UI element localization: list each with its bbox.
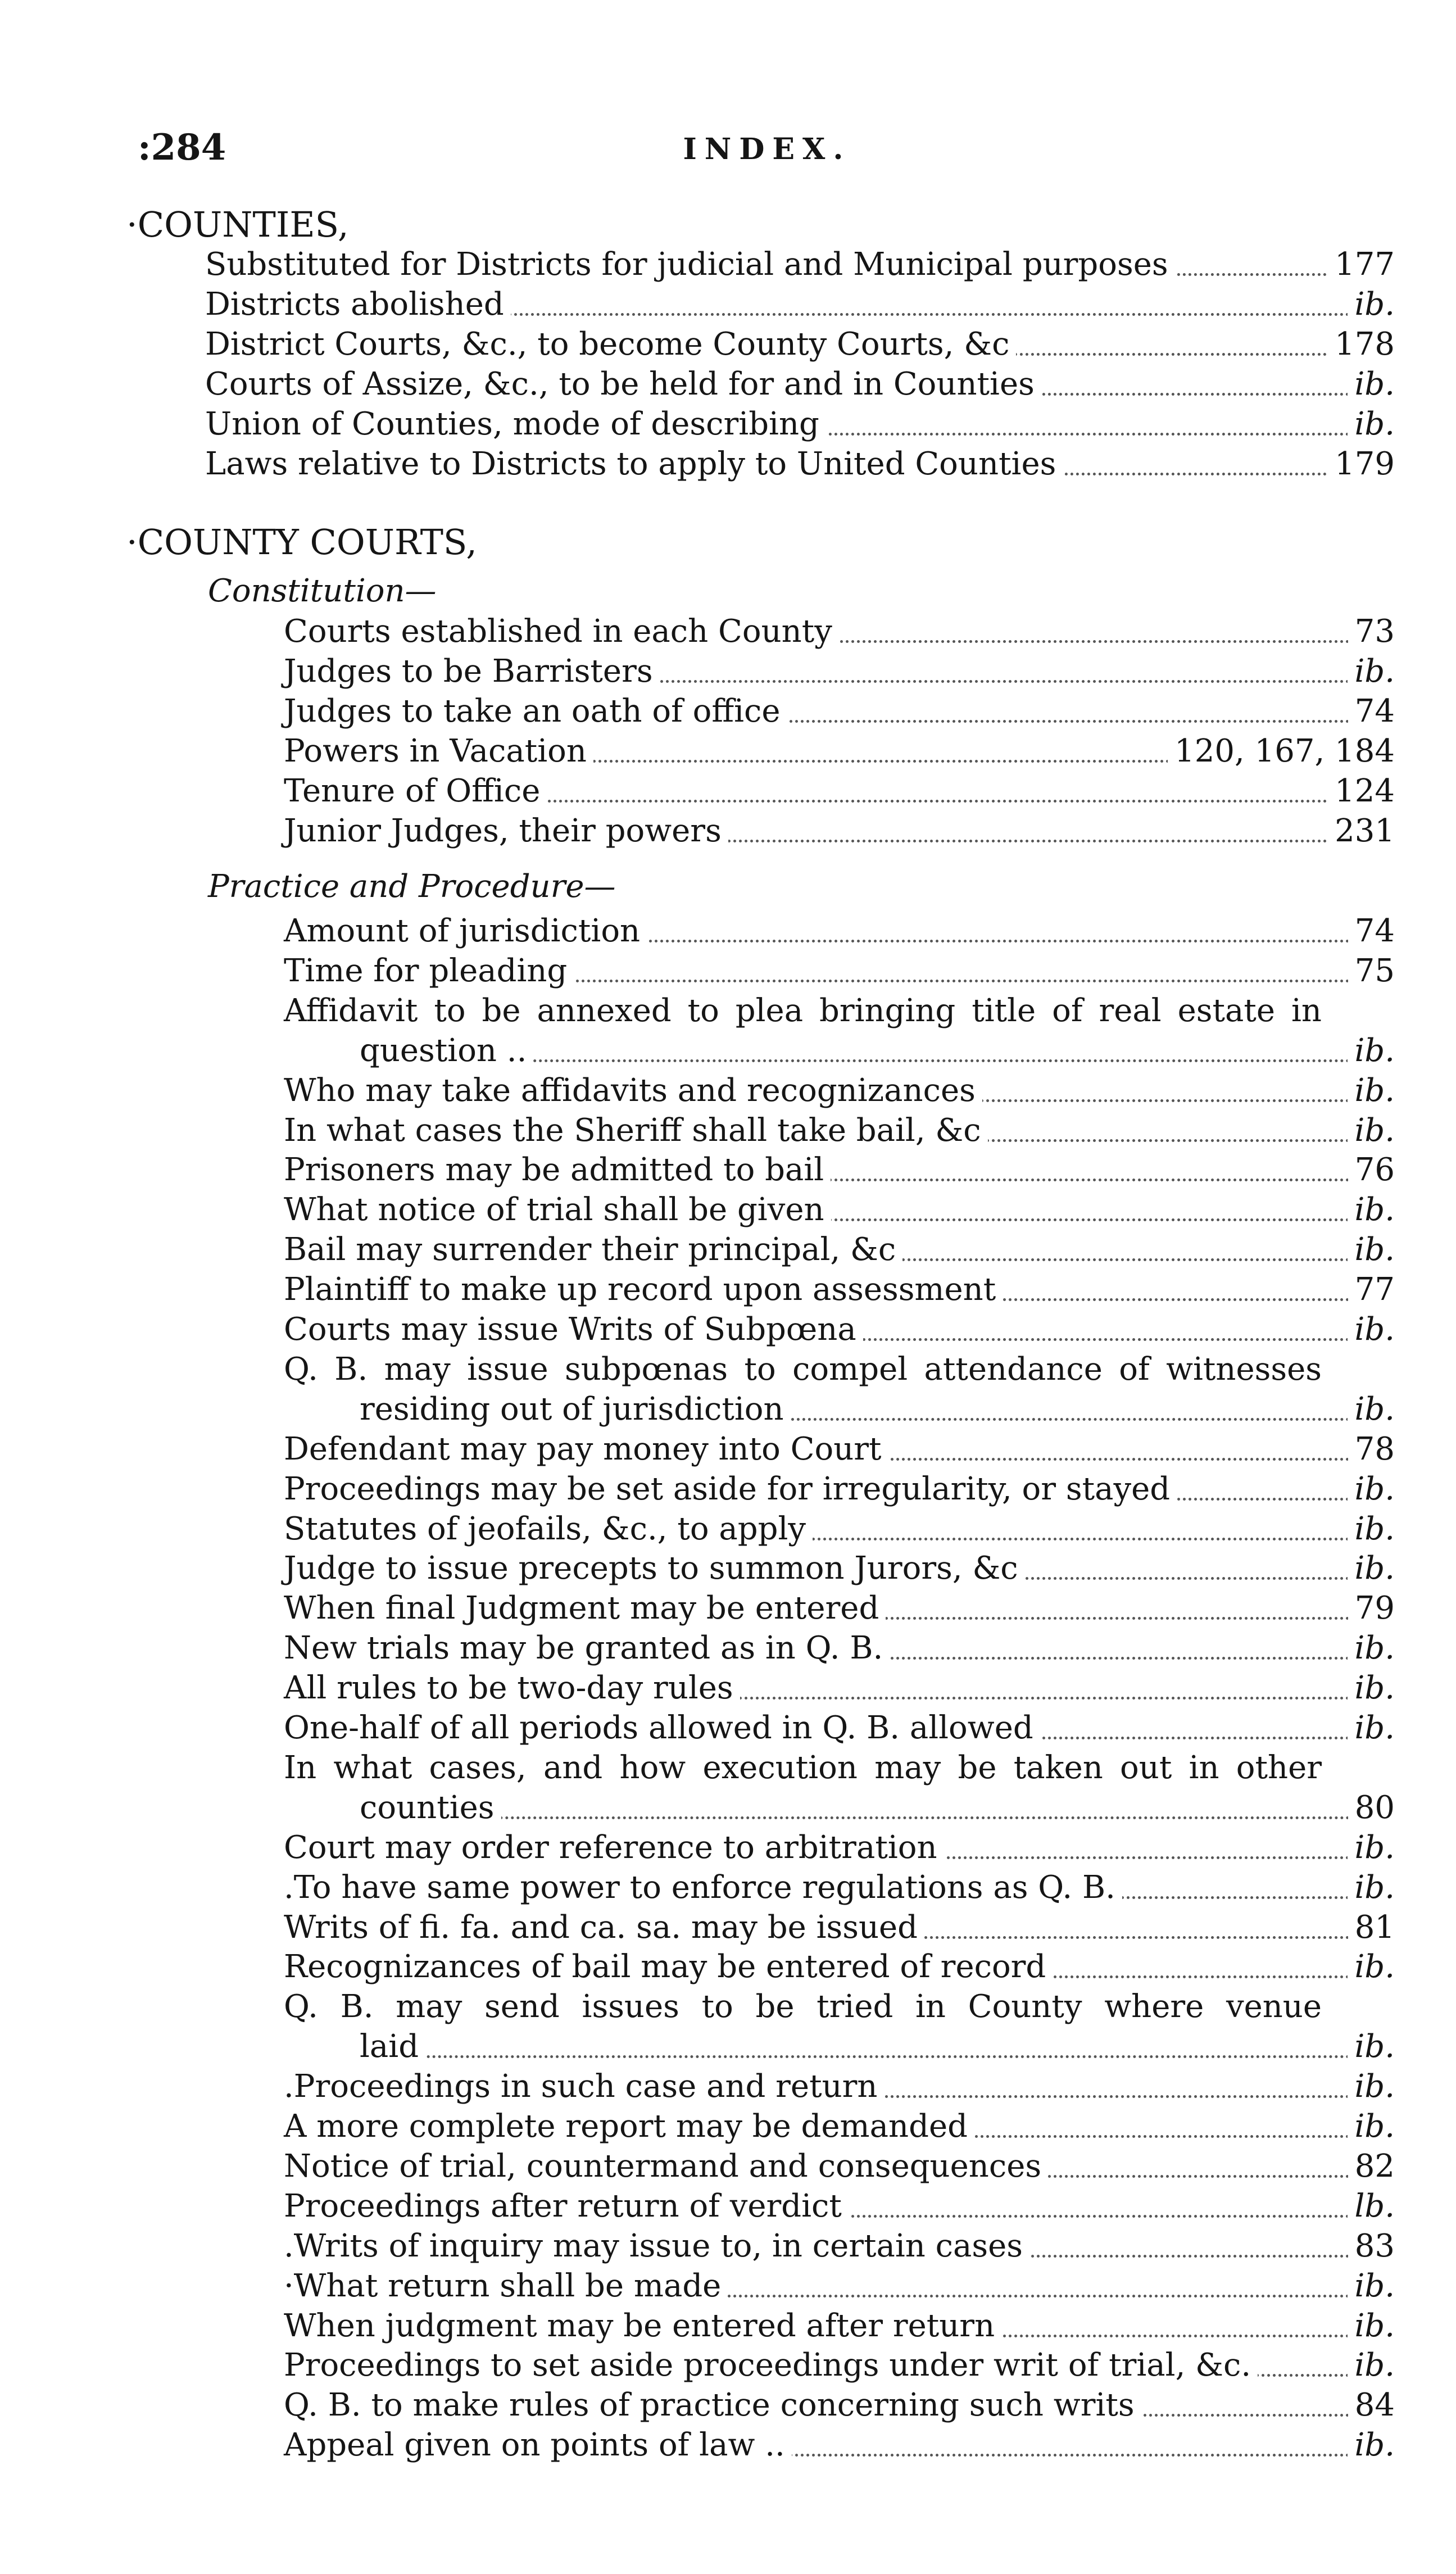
index-entry — [284, 732, 1395, 771]
index-entry — [360, 1788, 1395, 1828]
index-entry — [205, 405, 1395, 444]
index-entry — [284, 1947, 1395, 1987]
entry-page-ref: ib. — [1348, 1190, 1395, 1230]
index-entry — [284, 2306, 1395, 2346]
entry-page-ref: 84 — [1348, 2386, 1395, 2425]
entry-label: Districts abolished — [205, 285, 511, 324]
entry-page-ref: ib. — [1348, 1549, 1395, 1588]
entry-page-ref: ib. — [1348, 1510, 1395, 1549]
index-entry — [284, 692, 1395, 731]
index-entry — [360, 2027, 1395, 2067]
entry-page-ref: 231 — [1328, 812, 1395, 851]
index-entry — [284, 1828, 1395, 1868]
index-entry — [205, 285, 1395, 324]
entry-label: Notice of trial, countermand and consequences — [284, 2147, 1048, 2186]
entry-label: Court may order reference to arbitration — [284, 1828, 944, 1868]
entry-lead-line: In what cases, and how execution may be taken out in other — [284, 1749, 1322, 1786]
entry-label: Junior Judges, their powers — [284, 812, 728, 851]
index-entry — [284, 1510, 1395, 1549]
entry-label: Powers in Vacation — [284, 732, 593, 771]
index-entry — [284, 1230, 1395, 1270]
entry-page-ref: ib. — [1348, 1111, 1395, 1150]
entry-label: Prisoners may be admitted to bail — [284, 1150, 831, 1190]
entry-page-ref: ib. — [1348, 2027, 1395, 2067]
subheading-constitution: Constitution— — [208, 573, 437, 609]
entry-page-ref: 177 — [1328, 245, 1395, 284]
page-header — [138, 126, 1396, 177]
entry-page-ref: 82 — [1348, 2147, 1395, 2186]
entry-page-ref: ib. — [1348, 1868, 1395, 1907]
index-entry — [205, 445, 1395, 484]
index-entry — [284, 812, 1395, 851]
entry-label: When final Judgment may be entered — [284, 1589, 886, 1628]
entry-lead-line: Affidavit to be annexed to plea bringing title of real estate in — [284, 992, 1322, 1029]
entry-page-ref: 120, 167, 184 — [1168, 732, 1395, 771]
entry-page-ref: 74 — [1348, 912, 1395, 951]
index-entry — [284, 2147, 1395, 2186]
entry-label: Proceedings to set aside proceedings under writ of trial, &c. — [284, 2346, 1258, 2385]
index-entry — [284, 772, 1395, 811]
index-entry — [284, 2267, 1395, 2306]
index-entry — [284, 652, 1395, 691]
entry-label: What notice of trial shall be given — [284, 1190, 831, 1230]
entry-page-ref: 81 — [1348, 1908, 1395, 1947]
entry-page-ref: ib. — [1348, 2346, 1395, 2385]
entry-label: Proceedings after return of verdict — [284, 2187, 849, 2226]
entry-label: .To have same power to enforce regulations as Q. B. — [284, 1868, 1122, 1907]
entry-label: Courts may issue Writs of Subpœna — [284, 1310, 863, 1349]
entry-label: ·What return shall be made — [284, 2267, 728, 2306]
entry-label: Courts of Assize, &c., to be held for and in Counties — [205, 365, 1041, 404]
index-entry — [284, 1270, 1395, 1309]
index-entry — [284, 1589, 1395, 1628]
entry-label: When judgment may be entered after return — [284, 2306, 1001, 2346]
entry-page-ref: ib. — [1348, 1071, 1395, 1111]
section-heading: ·COUNTY COURTS, — [126, 522, 477, 563]
index-entry — [284, 612, 1395, 651]
entry-label: Courts established in each County — [284, 612, 839, 651]
entry-page-ref: ib. — [1348, 1629, 1395, 1668]
entry-page-ref: 76 — [1348, 1150, 1395, 1190]
index-entry — [284, 1071, 1395, 1111]
index-entry — [284, 1310, 1395, 1349]
index-entry — [360, 1031, 1395, 1071]
entry-page-ref: ib. — [1348, 2306, 1395, 2346]
entry-page-ref: ib. — [1348, 405, 1395, 444]
index-entry — [284, 1669, 1395, 1708]
entry-label: Proceedings may be set aside for irregularity, or stayed — [284, 1470, 1177, 1509]
entry-page-ref: 79 — [1348, 1589, 1395, 1628]
entry-label: District Courts, &c., to become County Courts, &c — [205, 325, 1016, 364]
entry-page-ref: 80 — [1348, 1788, 1395, 1828]
entry-page-ref: ib. — [1348, 1390, 1395, 1429]
entry-label: Bail may surrender their principal, &c — [284, 1230, 902, 1270]
entry-lead-line: Q. B. may issue subpœnas to compel attendance of witnesses — [284, 1351, 1322, 1388]
index-entry — [284, 2346, 1395, 2385]
entry-label: .Writs of inquiry may issue to, in certain cases — [284, 2227, 1029, 2266]
entry-label: Judges to be Barristers — [284, 652, 660, 691]
entry-label: .Proceedings in such case and return — [284, 2067, 884, 2106]
entry-page-ref: ib. — [1348, 1470, 1395, 1509]
entry-page-ref: ib. — [1348, 285, 1395, 324]
index-entry — [284, 1549, 1395, 1588]
index-entry — [284, 1150, 1395, 1190]
entry-label: A more complete report may be demanded — [284, 2107, 974, 2146]
entry-page-ref: 73 — [1348, 612, 1395, 651]
entry-page-ref: ib. — [1348, 365, 1395, 404]
entry-page-ref: ib. — [1348, 1031, 1395, 1071]
entry-page-ref: 77 — [1348, 1270, 1395, 1309]
entry-page-ref: ib. — [1348, 1310, 1395, 1349]
entry-page-ref: ib. — [1348, 1947, 1395, 1987]
entry-page-ref: ib. — [1348, 1230, 1395, 1270]
running-head: INDEX. — [683, 132, 851, 166]
index-entry — [205, 365, 1395, 404]
index-entry — [284, 2426, 1395, 2465]
entry-label: Q. B. to make rules of practice concerning such writs — [284, 2386, 1141, 2425]
dot-leader — [360, 2055, 1395, 2058]
entry-label: Statutes of jeofails, &c., to apply — [284, 1510, 813, 1549]
index-entry — [284, 2107, 1395, 2146]
entry-page-ref: ib. — [1348, 2267, 1395, 2306]
entry-label: Judges to take an oath of office — [284, 692, 787, 731]
index-entry — [205, 245, 1395, 284]
entry-label: Appeal given on points of law .. — [284, 2426, 792, 2465]
dot-leader — [360, 1816, 1395, 1819]
entry-page-ref: ib. — [1348, 2107, 1395, 2146]
entry-label: Recognizances of bail may be entered of record — [284, 1947, 1053, 1987]
entry-page-ref: ib. — [1348, 652, 1395, 691]
entry-label: Substituted for Districts for judicial and Municipal purposes — [205, 245, 1175, 284]
entry-page-ref: lb. — [1348, 2187, 1395, 2226]
entry-label: One-half of all periods allowed in Q. B. allowed — [284, 1709, 1040, 1748]
index-entry — [284, 2227, 1395, 2266]
entry-label: question .. — [360, 1031, 533, 1071]
entry-page-ref: 179 — [1328, 445, 1395, 484]
entry-label: Union of Counties, mode of describing — [205, 405, 826, 444]
entry-page-ref: 78 — [1348, 1430, 1395, 1469]
entry-label: laid — [360, 2027, 425, 2067]
entry-label: New trials may be granted as in Q. B. — [284, 1629, 890, 1668]
index-entry — [284, 1430, 1395, 1469]
entry-page-ref: 124 — [1328, 772, 1395, 811]
entry-label: In what cases the Sheriff shall take bail, &c — [284, 1111, 988, 1150]
entry-label: All rules to be two-day rules — [284, 1669, 740, 1708]
index-entry — [284, 2386, 1395, 2425]
index-entry — [284, 1111, 1395, 1150]
entry-page-ref: 74 — [1348, 692, 1395, 731]
index-entry — [284, 1709, 1395, 1748]
entry-label: counties — [360, 1788, 501, 1828]
entry-label: Laws relative to Districts to apply to United Counties — [205, 445, 1063, 484]
index-entry — [360, 1390, 1395, 1429]
index-entry — [284, 1908, 1395, 1947]
index-entry — [284, 1190, 1395, 1230]
entry-label: Writs of fi. fa. and ca. sa. may be issued — [284, 1908, 924, 1947]
page-number: :284 — [138, 126, 226, 169]
entry-lead-line: Q. B. may send issues to be tried in County where venue — [284, 1988, 1322, 2025]
entry-page-ref: 83 — [1348, 2227, 1395, 2266]
index-entry — [284, 2067, 1395, 2106]
entry-label: Defendant may pay money into Court — [284, 1430, 888, 1469]
entry-page-ref: ib. — [1348, 1669, 1395, 1708]
entry-label: residing out of jurisdiction — [360, 1390, 791, 1429]
entry-page-ref: 178 — [1328, 325, 1395, 364]
entry-label: Amount of jurisdiction — [284, 912, 647, 951]
index-entry — [284, 912, 1395, 951]
entry-page-ref: ib. — [1348, 2067, 1395, 2106]
entry-label: Time for pleading — [284, 951, 574, 991]
entry-label: Who may take affidavits and recognizances — [284, 1071, 982, 1111]
entry-page-ref: ib. — [1348, 2426, 1395, 2465]
index-entry — [284, 2187, 1395, 2226]
index-entry — [284, 1868, 1395, 1907]
section-heading: ·COUNTIES, — [126, 204, 349, 245]
entry-label: Tenure of Office — [284, 772, 547, 811]
entry-page-ref: 75 — [1348, 951, 1395, 991]
index-entry — [284, 1629, 1395, 1668]
subheading-practice: Practice and Procedure— — [208, 868, 616, 905]
entry-page-ref: ib. — [1348, 1709, 1395, 1748]
index-entry — [205, 325, 1395, 364]
entry-page-ref: ib. — [1348, 1828, 1395, 1868]
index-entry — [284, 1470, 1395, 1509]
entry-label: Judge to issue precepts to summon Jurors, &c — [284, 1549, 1025, 1588]
index-entry — [284, 951, 1395, 991]
entry-label: Plaintiff to make up record upon assessment — [284, 1270, 1003, 1309]
